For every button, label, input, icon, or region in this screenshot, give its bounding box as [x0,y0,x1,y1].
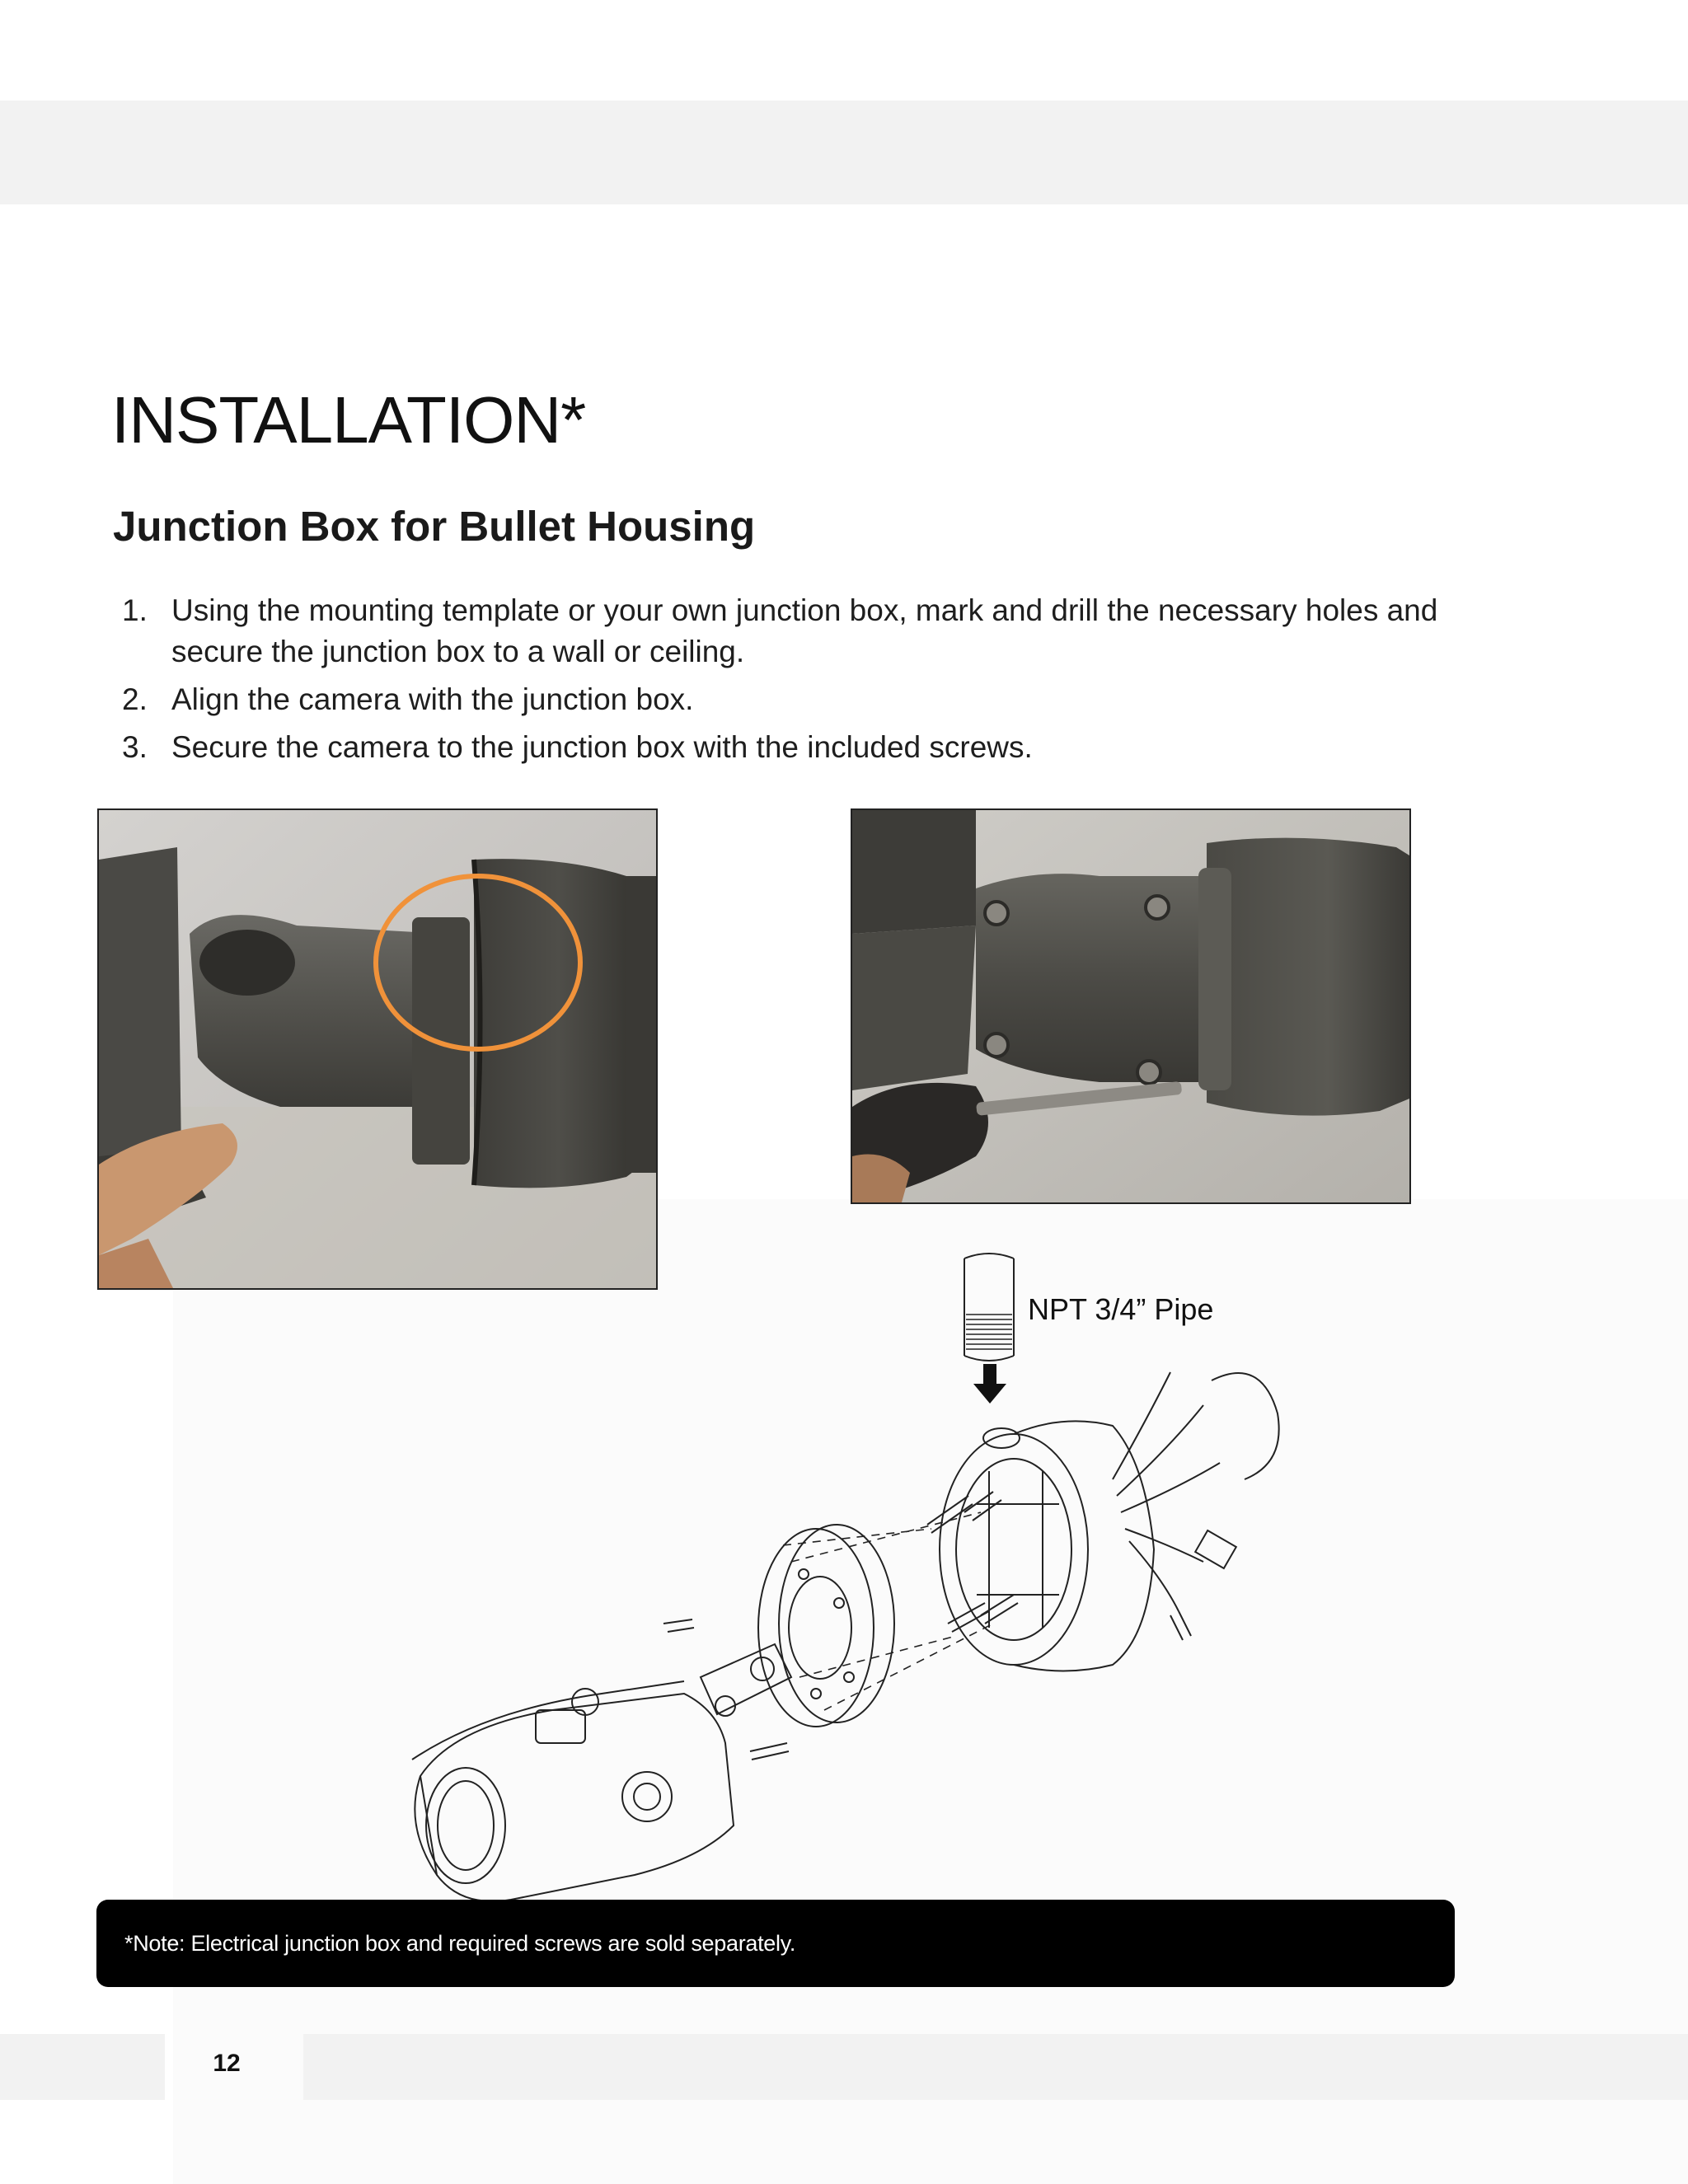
alignment-photo [97,808,658,1290]
footer-band-left [0,2034,165,2100]
header-band [0,101,1688,204]
footer-band-right [303,2034,1688,2100]
page-title: INSTALLATION* [111,383,586,457]
step-number: 3. [122,730,148,764]
page-number: 12 [213,2050,241,2077]
note-box [96,1900,1455,1987]
step-text: Align the camera with the junction box. [171,682,694,716]
section-subtitle: Junction Box for Bullet Housing [113,503,756,550]
note-text: *Note: Electrical junction box and required screws are sold separately. [124,1931,796,1956]
pipe-label: NPT 3/4” Pipe [1028,1292,1214,1326]
step-item [115,590,1517,673]
installation-steps [115,590,1517,775]
step-text: Using the mounting template or your own junction box, mark and drill the necessary holes and secure the junction box to a wall or ceiling. [171,593,1438,668]
step-text: Secure the camera to the junction box with the included screws. [171,730,1033,764]
step-item [115,679,1517,720]
step-item [115,727,1517,768]
step-number: 1. [122,593,148,627]
exploded-assembly-diagram [387,1249,1294,1908]
screw-fastening-photo [851,808,1411,1204]
step-number: 2. [122,682,148,716]
